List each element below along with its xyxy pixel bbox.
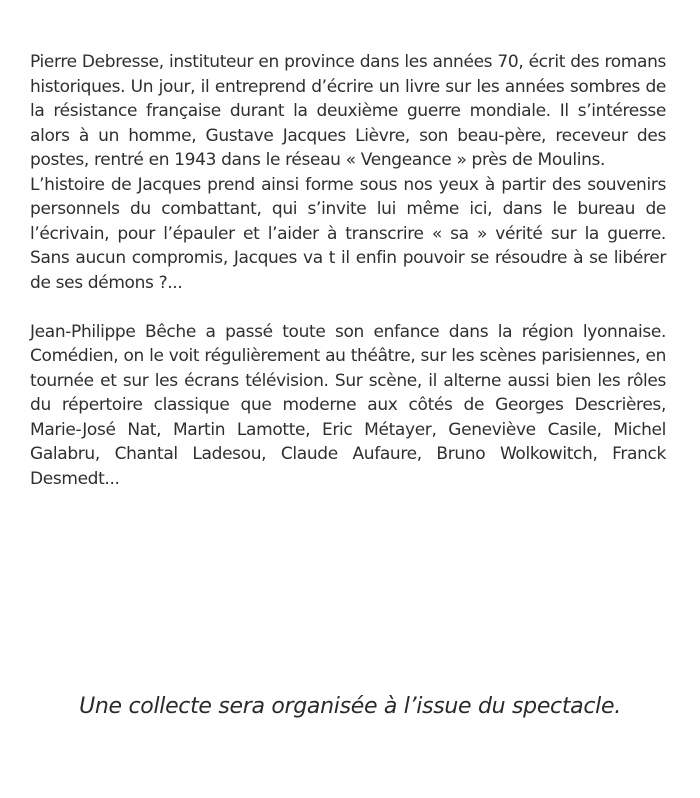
paragraph-spacer bbox=[30, 295, 666, 320]
synopsis-paragraph-1: Pierre Debresse, instituteur en province dans les années 70, écrit des romans historiques. Un jour, il entreprend d’écrire un livre sur les années sombres de la résistance française durant la deuxième guerre mondiale. Il s’intéresse alors à un homme, Gustave Jacques Lièvre, son beau-père, receveur des postes, rentré en 1943 dans le réseau « Vengeance » près de Moulins. bbox=[30, 52, 666, 170]
collection-notice: Une collecte sera organisée à l’issue du spectacle. bbox=[79, 694, 621, 719]
main-text bbox=[30, 50, 666, 491]
synopsis-paragraph-2: L’histoire de Jacques prend ainsi forme sous nos yeux à partir des souvenirs personnels du combattant, qui s’invite lui même ici, dans le bureau de l’écrivain, pour l’épauler et l’aider à transcrire « sa » vérité sur la guerre. Sans aucun compromis, Jacques va t il enfin pouvoir se résoudre à se libérer de ses démons ?... bbox=[30, 174, 666, 293]
biography-paragraph: Jean-Philippe Bêche a passé toute son enfance dans la région lyonnaise. Comédien, on le voit régulièrement au théâtre, sur les scènes parisiennes, en tournée et sur les écrans télévision. Sur scène, il alterne aussi bien les rôles du répertoire classique que moderne aux côtés de Georges Descrières, Marie-José Nat, Martin Lamotte, Eric Métayer, Geneviève Casile, Michel Galabru, Chantal Ladesou, Claude Aufaure, Bruno Wolkowitch, Franck Desmedt... bbox=[30, 321, 666, 489]
